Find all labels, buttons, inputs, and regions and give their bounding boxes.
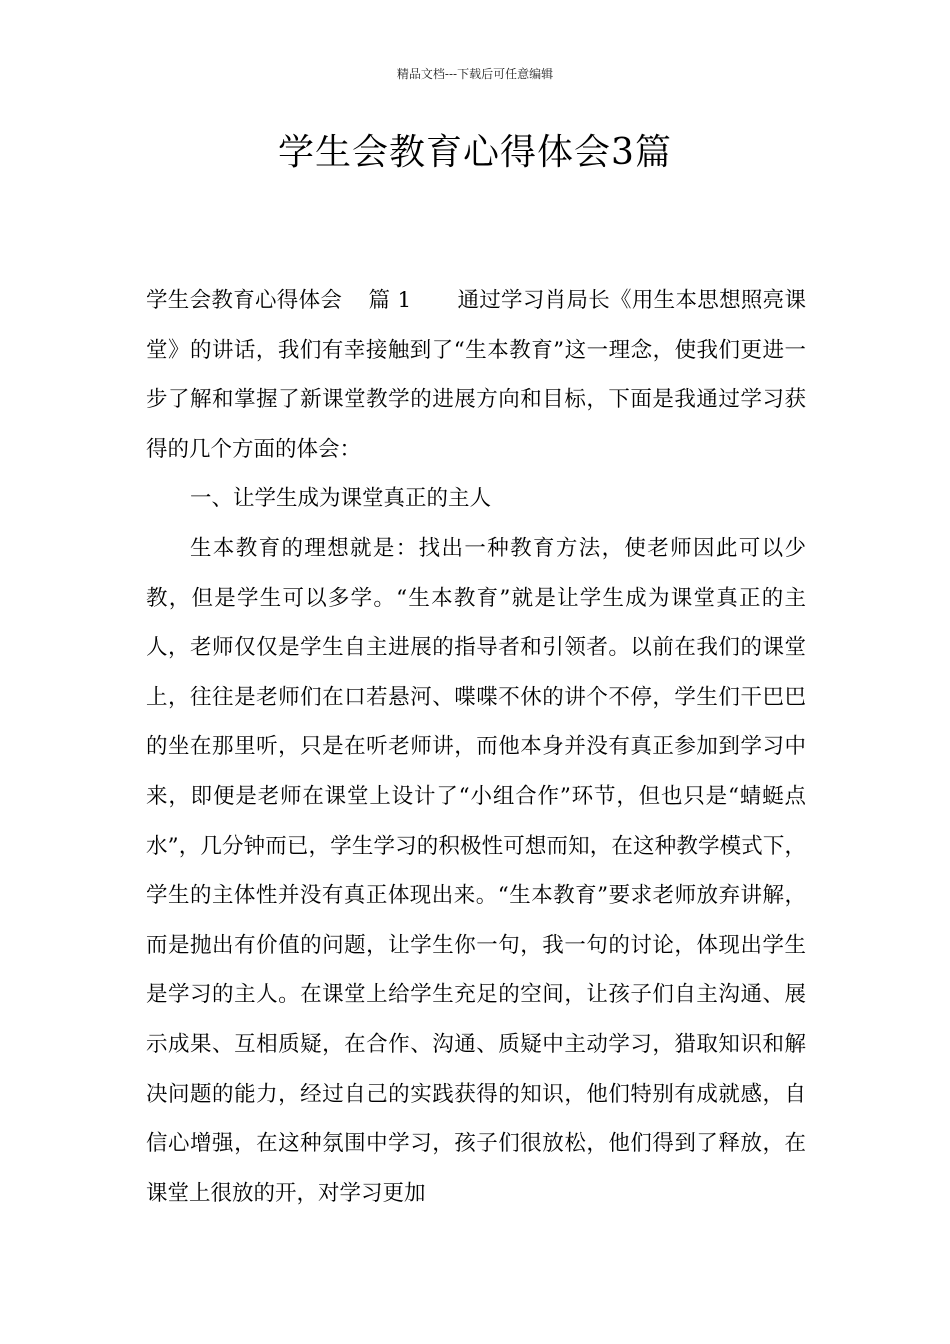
- paragraph-1: 生本教育的理想就是：找出一种教育方法，使老师因此可以少教，但是学生可以多学。“生本教育”就是让学生成为课堂真正的主人，老师仅仅是学生自主进展的指导者和引领者。以前在我们的课堂上，往往是老师们在口若悬河、喋喋不休的讲个不停，学生们干巴巴的坐在那里听，只是在听老师讲，而他本身并没有真正参加到学习中来，即便是老师在课堂上设计了“小组合作”环节，但也只是“蜻蜓点水”，几分钟而已，学生学习的积极性可想而知，在这种教学模式下，学生的主体性并没有真正体现出来。“生本教育”要求老师放弃讲解，而是抛出有价值的问题，让学生你一句，我一句的讨论，体现出学生是学习的主人。在课堂上给学生充足的空间，让孩子们自主沟通、展示成果、互相质疑，在合作、沟通、质疑中主动学习，猎取知识和解决问题的能力，经过自己的实践获得的知识，他们特别有成就感，自信心增强，在这种氛围中学习，孩子们很放松，他们得到了释放，在课堂上很放的开，对学习更加: [146, 535, 806, 1206]
- header-note: 精品文档---下载后可任意编辑: [396, 67, 554, 81]
- heading-1: 一、让学生成为课堂真正的主人: [190, 486, 492, 512]
- intro-paragraph: [146, 276, 806, 474]
- document-title: 学生会教育心得体会3篇: [278, 132, 672, 173]
- section-title: 学生会教育心得体会: [146, 288, 343, 313]
- intro-text: 通过学习肖局长《用生本思想照亮课堂》的讲话，我们有幸接触到了“生本教育”这一理念，使我们更进一步了解和掌握了新课堂教学的进展方向和目标，下面是我通过学习获得的几个方面的体会：: [146, 288, 806, 462]
- document-body: [146, 276, 806, 1218]
- section-number: 篇 1: [368, 288, 412, 313]
